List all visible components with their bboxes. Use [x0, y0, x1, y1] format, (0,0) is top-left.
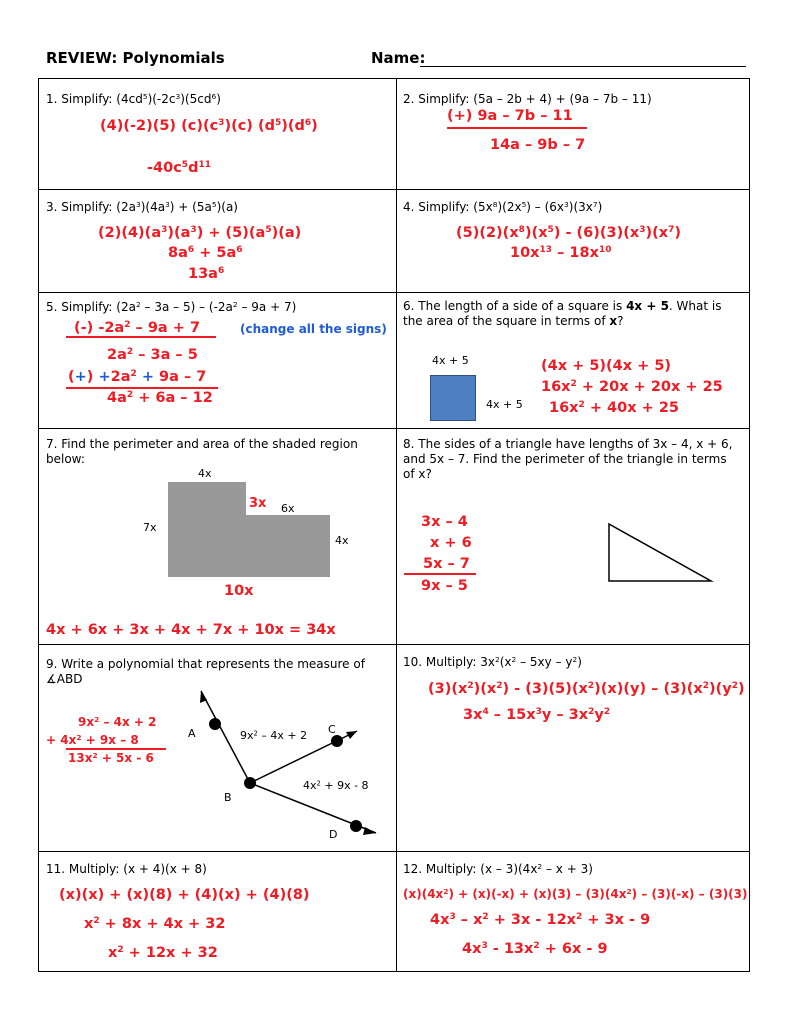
problem-11-step-1: (x)(x) + (x)(8) + (4)(x) + (4)(8): [59, 887, 310, 903]
problem-4-question: 4. Simplify: $(5x^8)(2x^5) - (6x^3)(3x^7)$: [403, 199, 603, 214]
problem-2-answer: 14a – 9b – 7: [490, 137, 586, 153]
problem-6-question: 6. The length of a side of a square is 4x + 5. What is the area of the square in terms of x?: [403, 299, 722, 328]
name-label: Name:: [371, 49, 426, 67]
problem-10-answer: $3x^4 - 15x^3y - 3x^2y^2$: [463, 707, 611, 723]
problem-5-note: (change all the signs): [240, 322, 387, 336]
problem-8-question: 8. The sides of a triangle have lengths of 3x – 4, x + 6, and 5x – 7. Find the perimeter of the triangle in terms of x?: [403, 437, 733, 481]
problem-2-sum-line: [447, 127, 587, 129]
problem-8-sum-line: [404, 573, 476, 575]
problem-7-question: 7. Find the perimeter and area of the shaded region below:: [46, 437, 358, 466]
problem-9-addend-2: + $4x^2 + 9x - 8$: [46, 732, 139, 747]
problem-5-sum-line: [66, 387, 218, 389]
point-d-label: D: [329, 828, 338, 841]
shape-bottom-label: 10x: [224, 583, 254, 599]
name-underline: [420, 66, 746, 67]
square-side-label: 4x + 5: [486, 398, 523, 411]
problem-9-answer: $13x^2 + 5x - 6$: [68, 750, 154, 765]
point-b-dot: [244, 777, 256, 789]
point-a-dot: [209, 718, 221, 730]
problem-6-step-2: $16x^2 + 20x + 20x + 25$: [541, 379, 723, 395]
problem-10-question: 10. Multiply: $3x^2(x^2 - 5xy - y^2)$: [403, 654, 582, 669]
triangle-shape: [605, 520, 715, 585]
problem-1-step-1: (4)(-2)(5) $(c)(c^3)(c)$ $(d^5)(d^6)$: [100, 118, 318, 134]
problem-5-strike-line: [66, 336, 216, 338]
point-c-label: C: [328, 723, 336, 736]
problem-6-answer: $16x^2 + 40x + 25$: [549, 400, 679, 416]
problem-2-question: 2. Simplify: (5a – 2b + 4) + (9a – 7b – 11): [403, 92, 652, 106]
problem-12-step-2: $4x^3 - x^2 + 3x - 12x^2 + 3x - 9$: [430, 912, 651, 928]
row-divider-2: [38, 292, 750, 293]
problem-12-step-1: $(x)(4x^2) + (x)(-x) + (x)(3) - (3)(4x^2) - (3)(-x) - (3)(3)$: [403, 886, 748, 901]
shape-step-label: 6x: [281, 502, 295, 515]
problem-10-step-1: $(3)(x^2)(x^2) - (3)(5)(x^2)(x)(y) - (3)(x^2)(y^2)$: [428, 681, 745, 697]
problem-9-sum-line: [66, 748, 166, 750]
problem-11-question: 11. Multiply: (x + 4)(x + 8): [46, 862, 207, 876]
point-b-label: B: [224, 791, 232, 804]
problem-1-answer: $-40c^5d^{11}$: [147, 160, 211, 176]
problem-7-answer: 4x + 6x + 3x + 4x + 7x + 10x = 34x: [46, 622, 336, 638]
problem-1-question: 1. Simplify: $(4cd^5)(-2c^3)(5cd^6)$: [46, 91, 221, 106]
row-divider-4: [38, 644, 750, 645]
shape-notch-label: 3x: [249, 496, 267, 511]
problem-3-question: 3. Simplify: $(2a^3)(4a^3) + (5a^5)(a)$: [46, 199, 238, 214]
problem-9-addend-1: $9x^2 - 4x + 2$: [78, 714, 157, 729]
problem-5-question: 5. Simplify: $(2a^2 - 3a - 5) - (-2a^2 - 9a + 7)$: [46, 299, 297, 314]
problem-4-answer: $10x^{13} - 18x^{10}$: [510, 245, 612, 261]
row-divider-1: [38, 189, 750, 190]
problem-8-side-1: 3x – 4: [421, 514, 468, 530]
row-divider-5: [38, 851, 750, 852]
problem-5-step-3: (+) $+2a^2 + 9a - 7$: [68, 369, 207, 385]
problem-11-step-2: $x^2 + 8x + 4x + 32$: [84, 916, 226, 932]
angle-cbd-label: $4x^2 + 9x - 8$: [303, 779, 369, 792]
point-a-label: A: [188, 727, 196, 740]
point-c-dot: [331, 735, 343, 747]
problem-8-side-3: 5x – 7: [423, 556, 470, 572]
angle-abc-label: $9x^2 - 4x + 2$: [240, 729, 308, 742]
point-d-dot: [350, 820, 362, 832]
problem-8-answer: 9x – 5: [421, 578, 468, 594]
problem-5-step-2: $2a^2 - 3a - 5$: [107, 347, 198, 363]
problem-3-step-1: $(2)(4)(a^3)(a^3) + (5)(a^5)(a)$: [98, 225, 302, 241]
problem-5-step-1: (-) $-2a^2 - 9a + 7$: [74, 320, 201, 336]
problem-3-answer: $13a^6$: [188, 266, 225, 282]
angle-diagram: [180, 685, 385, 850]
shape-top-label: 4x: [198, 467, 212, 480]
problem-12-answer: $4x^3 - 13x^2 + 6x - 9$: [462, 941, 608, 957]
problem-4-step-1: $(5)(2)(x^8)(x^5) - (6)(3)(x^3)(x^7)$: [456, 225, 682, 241]
page-title: REVIEW: Polynomials: [46, 49, 225, 67]
column-divider: [396, 78, 397, 972]
square-shape: [430, 375, 476, 421]
problem-12-question: 12. Multiply: $(x - 3)(4x^2 - x + 3)$: [403, 861, 593, 876]
shape-left-label: 7x: [143, 521, 157, 534]
problem-3-step-2: $8a^6 + 5a^6$: [168, 245, 243, 261]
shape-right-label: 4x: [335, 534, 349, 547]
problem-2-step-1: (+) 9a – 7b – 11: [447, 108, 573, 124]
square-top-label: 4x + 5: [432, 354, 469, 367]
problem-5-answer: $4a^2 + 6a - 12$: [107, 390, 213, 406]
problem-8-side-2: x + 6: [430, 535, 472, 551]
problem-11-answer: $x^2 + 12x + 32$: [108, 945, 218, 961]
problem-9-question: 9. Write a polynomial that represents the measure of ∡ABD: [46, 657, 365, 686]
problem-6-step-1: (4x + 5)(4x + 5): [541, 358, 672, 374]
row-divider-3: [38, 428, 750, 429]
